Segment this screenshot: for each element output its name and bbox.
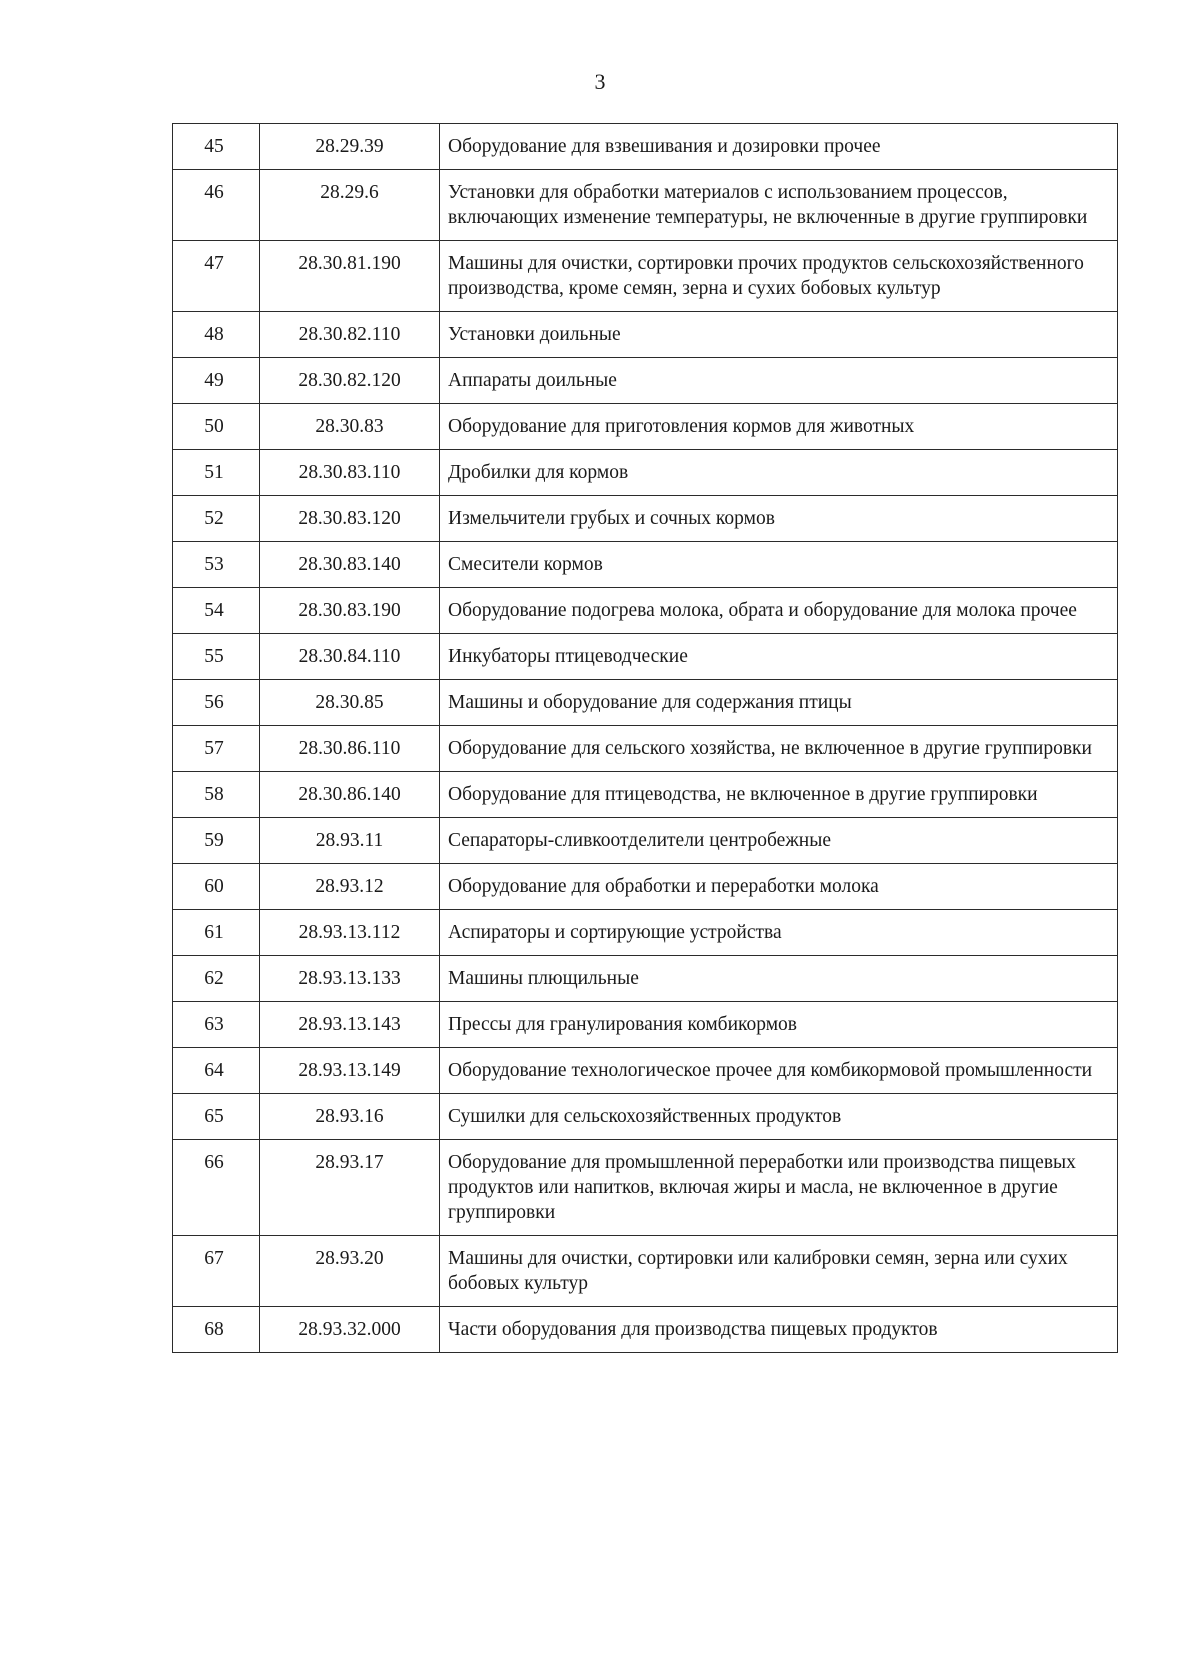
table-row — [173, 1002, 1118, 1048]
okpd-code-cell: 28.93.17 — [260, 1140, 440, 1236]
table-row — [173, 404, 1118, 450]
table-row — [173, 241, 1118, 312]
item-name-cell: Сушилки для сельскохозяйственных продуктов — [440, 1094, 1118, 1140]
okpd-code-cell: 28.30.82.110 — [260, 312, 440, 358]
table-row — [173, 772, 1118, 818]
okpd-code-cell: 28.30.86.140 — [260, 772, 440, 818]
item-name-cell: Машины для очистки, сортировки прочих продуктов сельскохозяйственного производства, кроме семян, зерна и сухих бобовых культур — [440, 241, 1118, 312]
okpd-code-cell: 28.29.6 — [260, 170, 440, 241]
row-number-cell: 61 — [173, 910, 260, 956]
table-row — [173, 496, 1118, 542]
item-name-cell: Оборудование для взвешивания и дозировки прочее — [440, 124, 1118, 170]
row-number-cell: 48 — [173, 312, 260, 358]
item-name-cell: Оборудование для приготовления кормов для животных — [440, 404, 1118, 450]
table-row — [173, 358, 1118, 404]
okpd-code-cell: 28.93.32.000 — [260, 1307, 440, 1353]
row-number-cell: 67 — [173, 1236, 260, 1307]
table-row — [173, 726, 1118, 772]
table-row — [173, 956, 1118, 1002]
row-number-cell: 47 — [173, 241, 260, 312]
okpd-code-cell: 28.93.13.143 — [260, 1002, 440, 1048]
item-name-cell: Машины и оборудование для содержания птицы — [440, 680, 1118, 726]
row-number-cell: 57 — [173, 726, 260, 772]
table-row — [173, 588, 1118, 634]
okpd-code-cell: 28.93.11 — [260, 818, 440, 864]
row-number-cell: 66 — [173, 1140, 260, 1236]
row-number-cell: 52 — [173, 496, 260, 542]
row-number-cell: 60 — [173, 864, 260, 910]
okpd-code-cell: 28.93.13.112 — [260, 910, 440, 956]
item-name-cell: Установки доильные — [440, 312, 1118, 358]
table-row — [173, 542, 1118, 588]
table-body — [173, 124, 1118, 1353]
item-name-cell: Смесители кормов — [440, 542, 1118, 588]
okpd-code-cell: 28.30.83.120 — [260, 496, 440, 542]
page-number: 3 — [594, 69, 606, 94]
item-name-cell: Прессы для гранулирования комбикормов — [440, 1002, 1118, 1048]
row-number-cell: 50 — [173, 404, 260, 450]
row-number-cell: 54 — [173, 588, 260, 634]
row-number-cell: 46 — [173, 170, 260, 241]
item-name-cell: Оборудование подогрева молока, обрата и оборудование для молока прочее — [440, 588, 1118, 634]
okpd-code-cell: 28.93.13.133 — [260, 956, 440, 1002]
okpd-code-cell: 28.30.85 — [260, 680, 440, 726]
row-number-cell: 55 — [173, 634, 260, 680]
item-name-cell: Оборудование для обработки и переработки молока — [440, 864, 1118, 910]
item-name-cell: Машины для очистки, сортировки или калибровки семян, зерна или сухих бобовых культур — [440, 1236, 1118, 1307]
table-row — [173, 634, 1118, 680]
table-row — [173, 124, 1118, 170]
row-number-cell: 65 — [173, 1094, 260, 1140]
item-name-cell: Оборудование для промышленной переработки или производства пищевых продуктов или напитков, включая жиры и масла, не включенное в другие группировки — [440, 1140, 1118, 1236]
table-row — [173, 680, 1118, 726]
item-name-cell: Установки для обработки материалов с использованием процессов, включающих изменение температуры, не включенные в другие группировки — [440, 170, 1118, 241]
table-row — [173, 312, 1118, 358]
table-row — [173, 170, 1118, 241]
row-number-cell: 68 — [173, 1307, 260, 1353]
row-number-cell: 53 — [173, 542, 260, 588]
row-number-cell: 64 — [173, 1048, 260, 1094]
item-name-cell: Машины плющильные — [440, 956, 1118, 1002]
row-number-cell: 59 — [173, 818, 260, 864]
okpd-code-cell: 28.30.84.110 — [260, 634, 440, 680]
okpd-code-cell: 28.30.86.110 — [260, 726, 440, 772]
okpd-code-cell: 28.30.83.190 — [260, 588, 440, 634]
okpd-code-cell: 28.30.83.110 — [260, 450, 440, 496]
item-name-cell: Оборудование технологическое прочее для комбикормовой промышленности — [440, 1048, 1118, 1094]
okpd-code-cell: 28.93.12 — [260, 864, 440, 910]
row-number-cell: 49 — [173, 358, 260, 404]
row-number-cell: 45 — [173, 124, 260, 170]
item-name-cell: Измельчители грубых и сочных кормов — [440, 496, 1118, 542]
row-number-cell: 58 — [173, 772, 260, 818]
item-name-cell: Оборудование для сельского хозяйства, не включенное в другие группировки — [440, 726, 1118, 772]
table-row — [173, 1048, 1118, 1094]
item-name-cell: Аспираторы и сортирующие устройства — [440, 910, 1118, 956]
table-row — [173, 1236, 1118, 1307]
item-name-cell: Части оборудования для производства пищевых продуктов — [440, 1307, 1118, 1353]
row-number-cell: 56 — [173, 680, 260, 726]
table-row — [173, 1307, 1118, 1353]
row-number-cell: 51 — [173, 450, 260, 496]
item-name-cell: Сепараторы-сливкоотделители центробежные — [440, 818, 1118, 864]
table-row — [173, 910, 1118, 956]
table-row — [173, 1140, 1118, 1236]
okpd-code-cell: 28.29.39 — [260, 124, 440, 170]
table-row — [173, 864, 1118, 910]
row-number-cell: 63 — [173, 1002, 260, 1048]
item-name-cell: Дробилки для кормов — [440, 450, 1118, 496]
okpd-code-cell: 28.93.20 — [260, 1236, 440, 1307]
equipment-table — [172, 123, 1118, 1353]
item-name-cell: Аппараты доильные — [440, 358, 1118, 404]
item-name-cell: Оборудование для птицеводства, не включенное в другие группировки — [440, 772, 1118, 818]
okpd-code-cell: 28.30.83 — [260, 404, 440, 450]
okpd-code-cell: 28.93.16 — [260, 1094, 440, 1140]
item-name-cell: Инкубаторы птицеводческие — [440, 634, 1118, 680]
okpd-code-cell: 28.30.83.140 — [260, 542, 440, 588]
row-number-cell: 62 — [173, 956, 260, 1002]
okpd-code-cell: 28.30.81.190 — [260, 241, 440, 312]
table-row — [173, 1094, 1118, 1140]
okpd-code-cell: 28.93.13.149 — [260, 1048, 440, 1094]
table-row — [173, 450, 1118, 496]
okpd-code-cell: 28.30.82.120 — [260, 358, 440, 404]
table-row — [173, 818, 1118, 864]
